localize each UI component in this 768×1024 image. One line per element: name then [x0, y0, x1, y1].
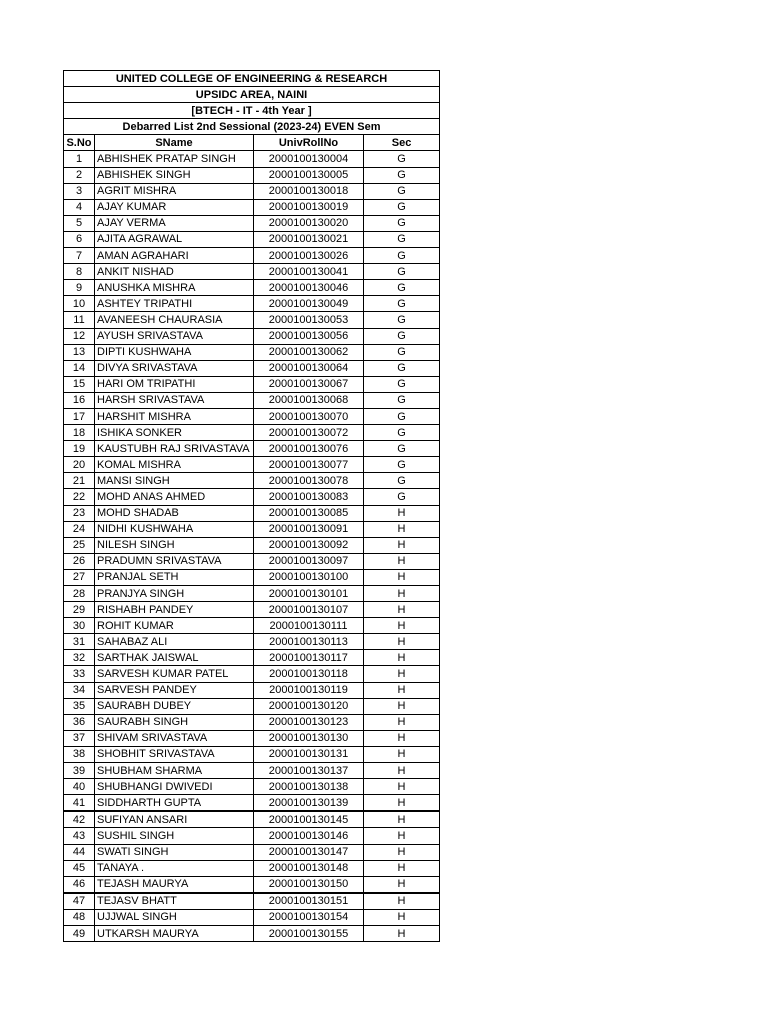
student-name: AJAY VERMA — [95, 215, 254, 231]
student-name: ABHISHEK PRATAP SINGH — [95, 151, 254, 167]
table-row — [64, 666, 440, 682]
univ-roll-no: 2000100130137 — [254, 763, 364, 779]
row-sno: 22 — [64, 489, 95, 505]
section: H — [364, 521, 440, 537]
row-sno: 29 — [64, 602, 95, 618]
student-name: SHIVAM SRIVASTAVA — [95, 730, 254, 746]
student-name: ANKIT NISHAD — [95, 264, 254, 280]
student-name: SARTHAK JAISWAL — [95, 650, 254, 666]
univ-roll-no: 2000100130097 — [254, 553, 364, 569]
student-name: SHOBHIT SRIVASTAVA — [95, 746, 254, 762]
row-sno: 30 — [64, 618, 95, 634]
section: G — [364, 392, 440, 408]
student-name: ABHISHEK SINGH — [95, 167, 254, 183]
section: H — [364, 746, 440, 762]
table-row — [64, 618, 440, 634]
univ-roll-no: 2000100130070 — [254, 408, 364, 424]
table-row — [64, 183, 440, 199]
univ-roll-no: 2000100130068 — [254, 392, 364, 408]
row-sno: 42 — [64, 811, 95, 828]
student-name: MANSI SINGH — [95, 473, 254, 489]
student-name: AJAY KUMAR — [95, 199, 254, 215]
univ-roll-no: 2000100130123 — [254, 714, 364, 730]
section: H — [364, 714, 440, 730]
row-sno: 40 — [64, 779, 95, 795]
table-row — [64, 167, 440, 183]
section: H — [364, 730, 440, 746]
section: H — [364, 634, 440, 650]
univ-roll-no: 2000100130083 — [254, 489, 364, 505]
debarred-list-table — [63, 70, 440, 942]
table-row — [64, 876, 440, 893]
section: H — [364, 763, 440, 779]
table-row — [64, 746, 440, 762]
table-row — [64, 457, 440, 473]
row-sno: 26 — [64, 553, 95, 569]
row-sno: 43 — [64, 828, 95, 844]
row-sno: 32 — [64, 650, 95, 666]
univ-roll-no: 2000100130018 — [254, 183, 364, 199]
section: H — [364, 909, 440, 925]
table-row — [64, 569, 440, 585]
college-area: UPSIDC AREA, NAINI — [64, 87, 440, 103]
row-sno: 8 — [64, 264, 95, 280]
univ-roll-no: 2000100130151 — [254, 893, 364, 910]
section: H — [364, 666, 440, 682]
section: H — [364, 618, 440, 634]
row-sno: 45 — [64, 860, 95, 876]
section: H — [364, 860, 440, 876]
table-row — [64, 312, 440, 328]
area-row — [64, 87, 440, 103]
row-sno: 24 — [64, 521, 95, 537]
student-name: SHUBHAM SHARMA — [95, 763, 254, 779]
univ-roll-no: 2000100130111 — [254, 618, 364, 634]
table-row — [64, 215, 440, 231]
row-sno: 13 — [64, 344, 95, 360]
section: G — [364, 425, 440, 441]
section: H — [364, 602, 440, 618]
univ-roll-no: 2000100130100 — [254, 569, 364, 585]
student-name: ANUSHKA MISHRA — [95, 280, 254, 296]
univ-roll-no: 2000100130026 — [254, 248, 364, 264]
student-name: KOMAL MISHRA — [95, 457, 254, 473]
section: G — [364, 489, 440, 505]
row-sno: 25 — [64, 537, 95, 553]
column-header-sec: Sec — [364, 135, 440, 151]
row-sno: 39 — [64, 763, 95, 779]
univ-roll-no: 2000100130078 — [254, 473, 364, 489]
table-row — [64, 264, 440, 280]
univ-roll-no: 2000100130019 — [254, 199, 364, 215]
univ-roll-no: 2000100130091 — [254, 521, 364, 537]
student-name: AMAN AGRAHARI — [95, 248, 254, 264]
section: H — [364, 505, 440, 521]
row-sno: 44 — [64, 844, 95, 860]
table-row — [64, 473, 440, 489]
section: G — [364, 296, 440, 312]
row-sno: 2 — [64, 167, 95, 183]
section: G — [364, 280, 440, 296]
section: H — [364, 828, 440, 844]
section: H — [364, 893, 440, 910]
univ-roll-no: 2000100130062 — [254, 344, 364, 360]
table-row — [64, 248, 440, 264]
student-name: NILESH SINGH — [95, 537, 254, 553]
univ-roll-no: 2000100130145 — [254, 811, 364, 828]
row-sno: 23 — [64, 505, 95, 521]
student-name: MOHD SHADAB — [95, 505, 254, 521]
row-sno: 9 — [64, 280, 95, 296]
section: H — [364, 537, 440, 553]
univ-roll-no: 2000100130085 — [254, 505, 364, 521]
table-row — [64, 763, 440, 779]
univ-roll-no: 2000100130021 — [254, 231, 364, 247]
student-name: TANAYA . — [95, 860, 254, 876]
section: H — [364, 698, 440, 714]
section: H — [364, 569, 440, 585]
college-name: UNITED COLLEGE OF ENGINEERING & RESEARCH — [64, 71, 440, 87]
row-sno: 3 — [64, 183, 95, 199]
table-row — [64, 392, 440, 408]
univ-roll-no: 2000100130113 — [254, 634, 364, 650]
table-row — [64, 199, 440, 215]
section: G — [364, 248, 440, 264]
row-sno: 1 — [64, 151, 95, 167]
univ-roll-no: 2000100130076 — [254, 441, 364, 457]
section: G — [364, 328, 440, 344]
row-sno: 34 — [64, 682, 95, 698]
row-sno: 31 — [64, 634, 95, 650]
table-row — [64, 328, 440, 344]
univ-roll-no: 2000100130072 — [254, 425, 364, 441]
table-row — [64, 650, 440, 666]
row-sno: 35 — [64, 698, 95, 714]
section: G — [364, 264, 440, 280]
univ-roll-no: 2000100130067 — [254, 376, 364, 392]
student-name: SUSHIL SINGH — [95, 828, 254, 844]
section: H — [364, 795, 440, 812]
row-sno: 12 — [64, 328, 95, 344]
student-name: NIDHI KUSHWAHA — [95, 521, 254, 537]
student-name: SARVESH PANDEY — [95, 682, 254, 698]
section: G — [364, 344, 440, 360]
row-sno: 41 — [64, 795, 95, 812]
student-name: UJJWAL SINGH — [95, 909, 254, 925]
section: G — [364, 408, 440, 424]
row-sno: 36 — [64, 714, 95, 730]
list-title: Debarred List 2nd Sessional (2023-24) EVEN Sem — [64, 119, 440, 135]
row-sno: 21 — [64, 473, 95, 489]
section: H — [364, 925, 440, 941]
row-sno: 18 — [64, 425, 95, 441]
column-header-row — [64, 135, 440, 151]
univ-roll-no: 2000100130004 — [254, 151, 364, 167]
student-name: AVANEESH CHAURASIA — [95, 312, 254, 328]
row-sno: 48 — [64, 909, 95, 925]
table-row — [64, 779, 440, 795]
table-row — [64, 376, 440, 392]
table-row — [64, 634, 440, 650]
row-sno: 19 — [64, 441, 95, 457]
table-row — [64, 893, 440, 910]
student-name: AYUSH SRIVASTAVA — [95, 328, 254, 344]
table-row — [64, 828, 440, 844]
table-row — [64, 925, 440, 941]
row-sno: 7 — [64, 248, 95, 264]
univ-roll-no: 2000100130131 — [254, 746, 364, 762]
student-name: AGRIT MISHRA — [95, 183, 254, 199]
course-name: [BTECH - IT - 4th Year ] — [64, 103, 440, 119]
college-title-row — [64, 71, 440, 87]
table-row — [64, 682, 440, 698]
column-header-sno: S.No — [64, 135, 95, 151]
table-row — [64, 602, 440, 618]
student-name: AJITA AGRAWAL — [95, 231, 254, 247]
row-sno: 20 — [64, 457, 95, 473]
student-name: HARI OM TRIPATHI — [95, 376, 254, 392]
row-sno: 38 — [64, 746, 95, 762]
univ-roll-no: 2000100130064 — [254, 360, 364, 376]
student-name: PRANJAL SETH — [95, 569, 254, 585]
univ-roll-no: 2000100130117 — [254, 650, 364, 666]
table-row — [64, 811, 440, 828]
section: H — [364, 811, 440, 828]
univ-roll-no: 2000100130046 — [254, 280, 364, 296]
table-row — [64, 714, 440, 730]
univ-roll-no: 2000100130139 — [254, 795, 364, 812]
section: G — [364, 151, 440, 167]
univ-roll-no: 2000100130138 — [254, 779, 364, 795]
table-row — [64, 730, 440, 746]
section: H — [364, 682, 440, 698]
student-name: ROHIT KUMAR — [95, 618, 254, 634]
student-name: SIDDHARTH GUPTA — [95, 795, 254, 812]
section: H — [364, 844, 440, 860]
row-sno: 5 — [64, 215, 95, 231]
table-row — [64, 425, 440, 441]
univ-roll-no: 2000100130077 — [254, 457, 364, 473]
section: G — [364, 199, 440, 215]
row-sno: 15 — [64, 376, 95, 392]
univ-roll-no: 2000100130148 — [254, 860, 364, 876]
row-sno: 4 — [64, 199, 95, 215]
row-sno: 33 — [64, 666, 95, 682]
row-sno: 37 — [64, 730, 95, 746]
row-sno: 17 — [64, 408, 95, 424]
row-sno: 6 — [64, 231, 95, 247]
univ-roll-no: 2000100130020 — [254, 215, 364, 231]
table-row — [64, 296, 440, 312]
section: G — [364, 360, 440, 376]
univ-roll-no: 2000100130092 — [254, 537, 364, 553]
row-sno: 11 — [64, 312, 95, 328]
section: H — [364, 650, 440, 666]
table-row — [64, 231, 440, 247]
table-row — [64, 151, 440, 167]
row-sno: 16 — [64, 392, 95, 408]
section: G — [364, 183, 440, 199]
univ-roll-no: 2000100130056 — [254, 328, 364, 344]
table-row — [64, 795, 440, 812]
row-sno: 28 — [64, 586, 95, 602]
section: H — [364, 586, 440, 602]
univ-roll-no: 2000100130107 — [254, 602, 364, 618]
row-sno: 47 — [64, 893, 95, 910]
univ-roll-no: 2000100130155 — [254, 925, 364, 941]
student-name: DIVYA SRIVASTAVA — [95, 360, 254, 376]
section: G — [364, 441, 440, 457]
student-name: ISHIKA SONKER — [95, 425, 254, 441]
student-name: SARVESH KUMAR PATEL — [95, 666, 254, 682]
univ-roll-no: 2000100130147 — [254, 844, 364, 860]
section: G — [364, 167, 440, 183]
univ-roll-no: 2000100130130 — [254, 730, 364, 746]
row-sno: 46 — [64, 876, 95, 893]
univ-roll-no: 2000100130150 — [254, 876, 364, 893]
section: H — [364, 779, 440, 795]
student-name: HARSH SRIVASTAVA — [95, 392, 254, 408]
table-row — [64, 360, 440, 376]
table-row — [64, 521, 440, 537]
student-name: SWATI SINGH — [95, 844, 254, 860]
table-row — [64, 489, 440, 505]
student-name: MOHD ANAS AHMED — [95, 489, 254, 505]
student-name: RISHABH PANDEY — [95, 602, 254, 618]
table-row — [64, 860, 440, 876]
student-name: DIPTI KUSHWAHA — [95, 344, 254, 360]
univ-roll-no: 2000100130120 — [254, 698, 364, 714]
table-row — [64, 344, 440, 360]
table-row — [64, 505, 440, 521]
section: G — [364, 312, 440, 328]
section: G — [364, 473, 440, 489]
student-name: HARSHIT MISHRA — [95, 408, 254, 424]
student-name: ASHTEY TRIPATHI — [95, 296, 254, 312]
student-name: TEJASH MAURYA — [95, 876, 254, 893]
student-name: TEJASV BHATT — [95, 893, 254, 910]
table-row — [64, 408, 440, 424]
student-name: PRANJYA SINGH — [95, 586, 254, 602]
row-sno: 27 — [64, 569, 95, 585]
table-row — [64, 698, 440, 714]
univ-roll-no: 2000100130041 — [254, 264, 364, 280]
student-name: UTKARSH MAURYA — [95, 925, 254, 941]
univ-roll-no: 2000100130119 — [254, 682, 364, 698]
table-row — [64, 441, 440, 457]
student-name: PRADUMN SRIVASTAVA — [95, 553, 254, 569]
student-name: KAUSTUBH RAJ SRIVASTAVA — [95, 441, 254, 457]
univ-roll-no: 2000100130154 — [254, 909, 364, 925]
list-title-row — [64, 119, 440, 135]
table-row — [64, 909, 440, 925]
table-row — [64, 844, 440, 860]
student-name: SUFIYAN ANSARI — [95, 811, 254, 828]
course-row — [64, 103, 440, 119]
student-name: SAHABAZ ALI — [95, 634, 254, 650]
section: G — [364, 376, 440, 392]
section: G — [364, 457, 440, 473]
univ-roll-no: 2000100130101 — [254, 586, 364, 602]
student-name: SAURABH SINGH — [95, 714, 254, 730]
student-name: SHUBHANGI DWIVEDI — [95, 779, 254, 795]
row-sno: 10 — [64, 296, 95, 312]
section: G — [364, 231, 440, 247]
table-row — [64, 586, 440, 602]
univ-roll-no: 2000100130049 — [254, 296, 364, 312]
section: H — [364, 553, 440, 569]
univ-roll-no: 2000100130118 — [254, 666, 364, 682]
section: G — [364, 215, 440, 231]
univ-roll-no: 2000100130005 — [254, 167, 364, 183]
table-row — [64, 280, 440, 296]
univ-roll-no: 2000100130053 — [254, 312, 364, 328]
student-name: SAURABH DUBEY — [95, 698, 254, 714]
univ-roll-no: 2000100130146 — [254, 828, 364, 844]
row-sno: 14 — [64, 360, 95, 376]
table-row — [64, 553, 440, 569]
column-header-roll: UnivRollNo — [254, 135, 364, 151]
column-header-name: SName — [95, 135, 254, 151]
table-row — [64, 537, 440, 553]
row-sno: 49 — [64, 925, 95, 941]
section: H — [364, 876, 440, 893]
